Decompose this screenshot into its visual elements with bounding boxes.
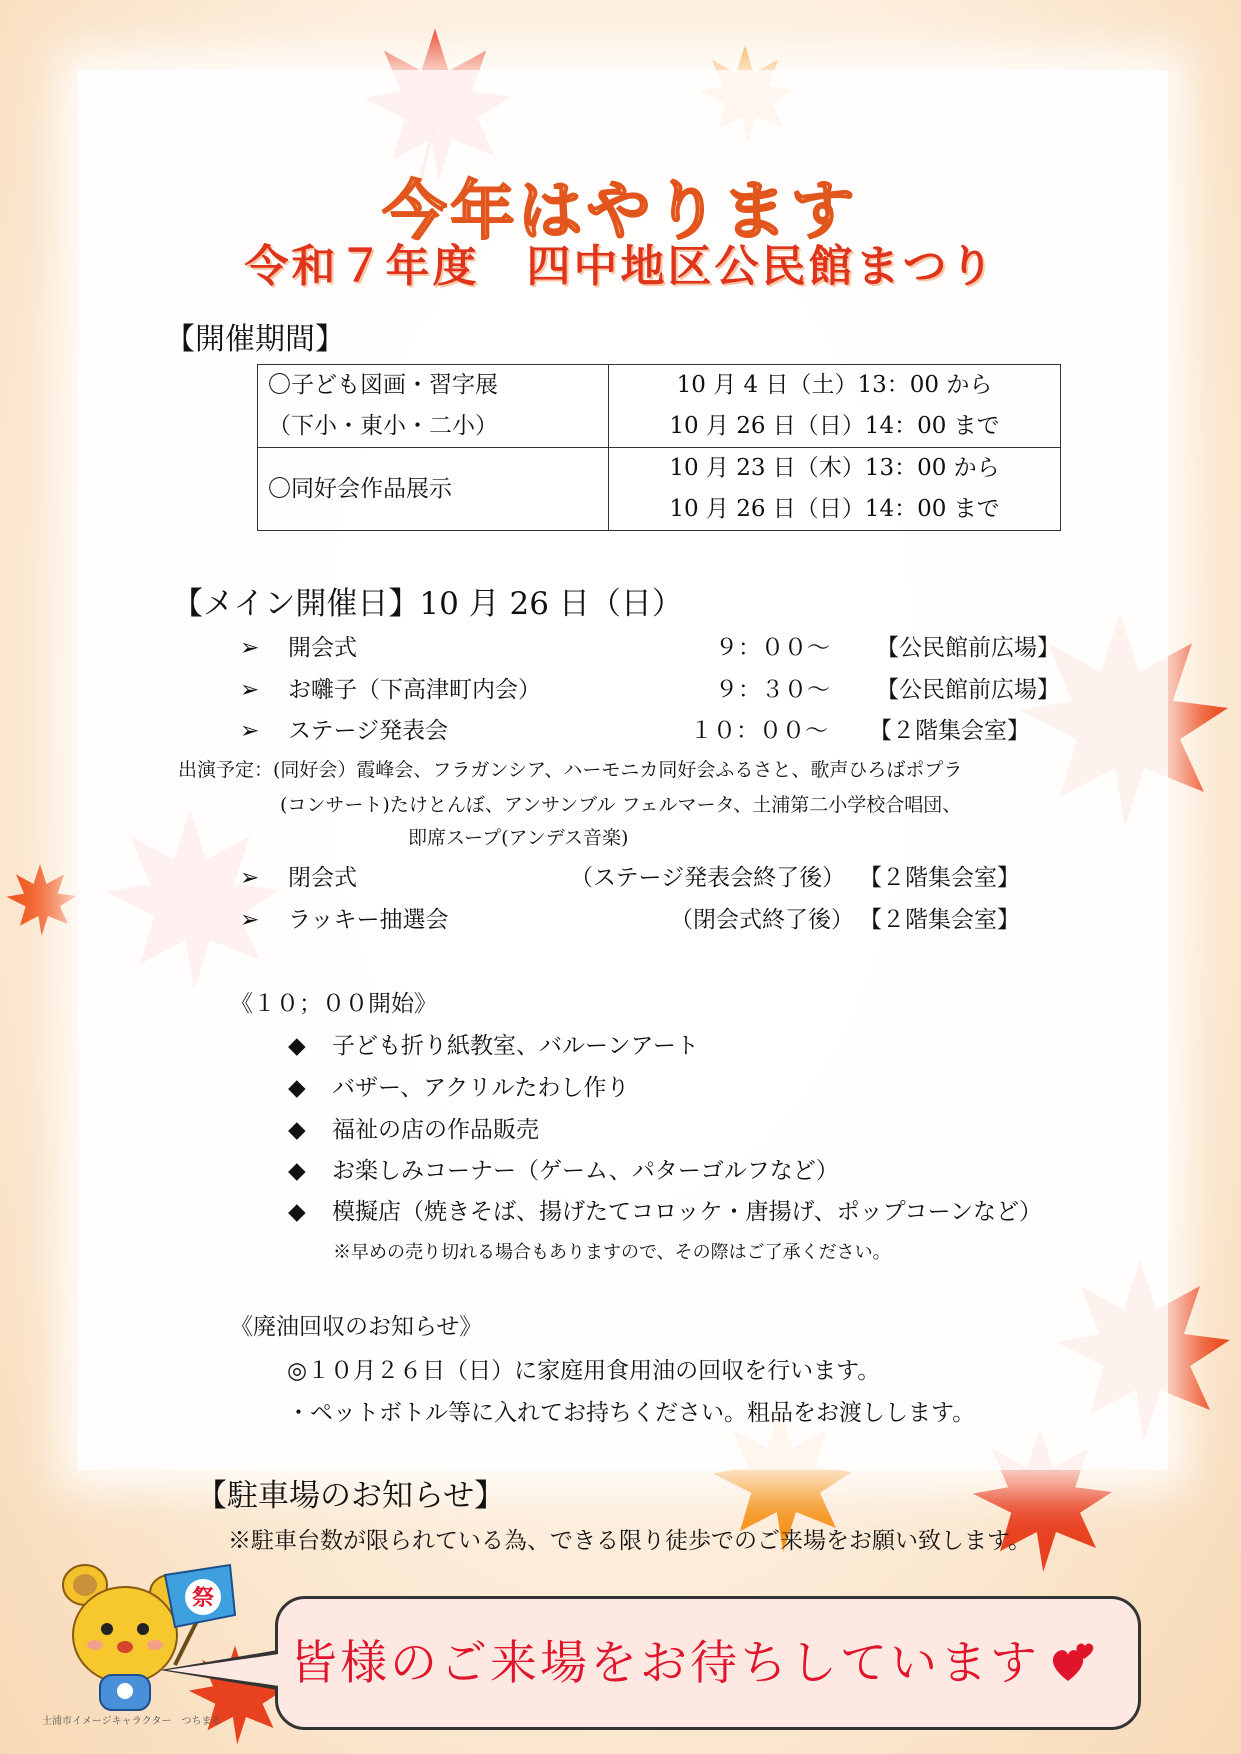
schedule-name: ラッキー抽選会 xyxy=(288,907,449,933)
schedule-name: 閉会式 xyxy=(288,865,357,891)
period-item-note: （下小・東小・二小） xyxy=(268,413,498,439)
table-row xyxy=(258,365,1061,448)
schedule-place: 【２階集会室】 xyxy=(859,907,1020,933)
diamond-bullet-icon: ◆ xyxy=(288,1117,306,1143)
schedule-item xyxy=(240,628,1060,668)
performers-line: 出演予定：(同好会）霞峰会、フラガンシア、ハーモニカ同好会ふるさと、歌声ひろばポプラ xyxy=(178,759,963,781)
mascot-character xyxy=(25,1555,255,1715)
schedule-time: ９：３０～ xyxy=(715,677,830,703)
schedule-item xyxy=(240,711,1030,751)
activity-text: バザー、アクリルたわし作り xyxy=(332,1075,630,1101)
activities-heading: 《１０；００開始》 xyxy=(230,991,437,1017)
performers-line: (コンサート)たけとんぼ、アンサンブル フェルマータ、土浦第二小学校合唱団、 xyxy=(280,794,962,816)
activity-text: 模擬店（焼きそば、揚げたてコロッケ・唐揚げ、ポップコーンなど） xyxy=(332,1199,1043,1225)
period-item-name: 〇同好会作品展示 xyxy=(268,476,452,502)
schedule-time: ９：００～ xyxy=(715,635,830,661)
activity-text: 福祉の店の作品販売 xyxy=(332,1117,539,1143)
schedule-item xyxy=(240,670,1060,710)
schedule-item xyxy=(240,858,1020,898)
list-item xyxy=(288,1192,1042,1232)
table-row xyxy=(258,448,1061,531)
oil-line: ◎１０月２６日（日）に家庭用食用油の回収を行います。 xyxy=(287,1358,881,1384)
main-day-heading: 【メイン開催日】10 月 26 日（日） xyxy=(172,586,683,622)
activity-text: 子ども折り紙教室、バルーンアート xyxy=(332,1033,699,1059)
schedule-place: 【２階集会室】 xyxy=(869,718,1030,744)
period-start: 10 月 23 日（木）13：00 から xyxy=(669,455,1000,481)
arrow-bullet-icon: ➢ xyxy=(240,907,260,933)
schedule-time: （ステージ発表会終了後） xyxy=(570,865,846,891)
oil-line: ・ペットボトル等に入れてお持ちください。粗品をお渡しします。 xyxy=(287,1400,976,1426)
arrow-bullet-icon: ➢ xyxy=(240,718,260,744)
period-table xyxy=(257,364,1061,531)
schedule-name: お囃子（下高津町内会） xyxy=(288,677,541,703)
list-item xyxy=(288,1026,699,1066)
diamond-bullet-icon: ◆ xyxy=(288,1158,306,1184)
diamond-bullet-icon: ◆ xyxy=(288,1075,306,1101)
festival-flag-text: 祭 xyxy=(191,1585,215,1611)
hearts-icon xyxy=(1048,1637,1098,1687)
diamond-bullet-icon: ◆ xyxy=(288,1199,306,1225)
schedule-place: 【公民館前広場】 xyxy=(876,635,1060,661)
headline: 今年はやります xyxy=(382,174,859,249)
parking-note: ※駐車台数が限られている為、できる限り徒歩でのご来場をお願い致します。 xyxy=(228,1528,1032,1554)
schedule-name: ステージ発表会 xyxy=(288,718,449,744)
event-title: 令和７年度 四中地区公民館まつり xyxy=(244,241,997,292)
list-item xyxy=(288,1151,839,1191)
stall-note: ※早めの売り切れる場合もありますので、その際はご了承ください。 xyxy=(333,1242,891,1263)
schedule-place: 【公民館前広場】 xyxy=(876,677,1060,703)
diamond-bullet-icon: ◆ xyxy=(288,1033,306,1059)
maple-leaf-icon xyxy=(0,860,80,940)
arrow-bullet-icon: ➢ xyxy=(240,635,260,661)
list-item xyxy=(288,1110,539,1150)
mascot-caption: 土浦市イメージキャラクター つちまる xyxy=(42,1716,222,1727)
activity-text: お楽しみコーナー（ゲーム、パターゴルフなど） xyxy=(332,1158,839,1184)
parking-heading: 【駐車場のお知らせ】 xyxy=(196,1478,506,1514)
schedule-time: （閉会式終了後） xyxy=(670,907,854,933)
period-item-name: 〇子ども図画・習字展 xyxy=(268,372,498,398)
list-item xyxy=(288,1068,629,1108)
period-heading: 【開催期間】 xyxy=(165,322,345,357)
arrow-bullet-icon: ➢ xyxy=(240,865,260,891)
schedule-time: １０：００～ xyxy=(690,718,828,744)
period-start: 10 月 4 日（土）13：00 から xyxy=(676,372,993,398)
arrow-bullet-icon: ➢ xyxy=(240,677,260,703)
schedule-item xyxy=(240,900,1020,940)
period-end: 10 月 26 日（日）14：00 まで xyxy=(669,496,1000,522)
period-end: 10 月 26 日（日）14：00 まで xyxy=(669,413,1000,439)
performers-line: 即席スープ(アンデス音楽) xyxy=(408,827,629,849)
schedule-name: 開会式 xyxy=(288,635,357,661)
closing-message: 皆様のご来場をお待ちしています xyxy=(290,1636,1040,1691)
schedule-place: 【２階集会室】 xyxy=(859,865,1020,891)
oil-heading: 《廃油回収のお知らせ》 xyxy=(230,1314,483,1340)
